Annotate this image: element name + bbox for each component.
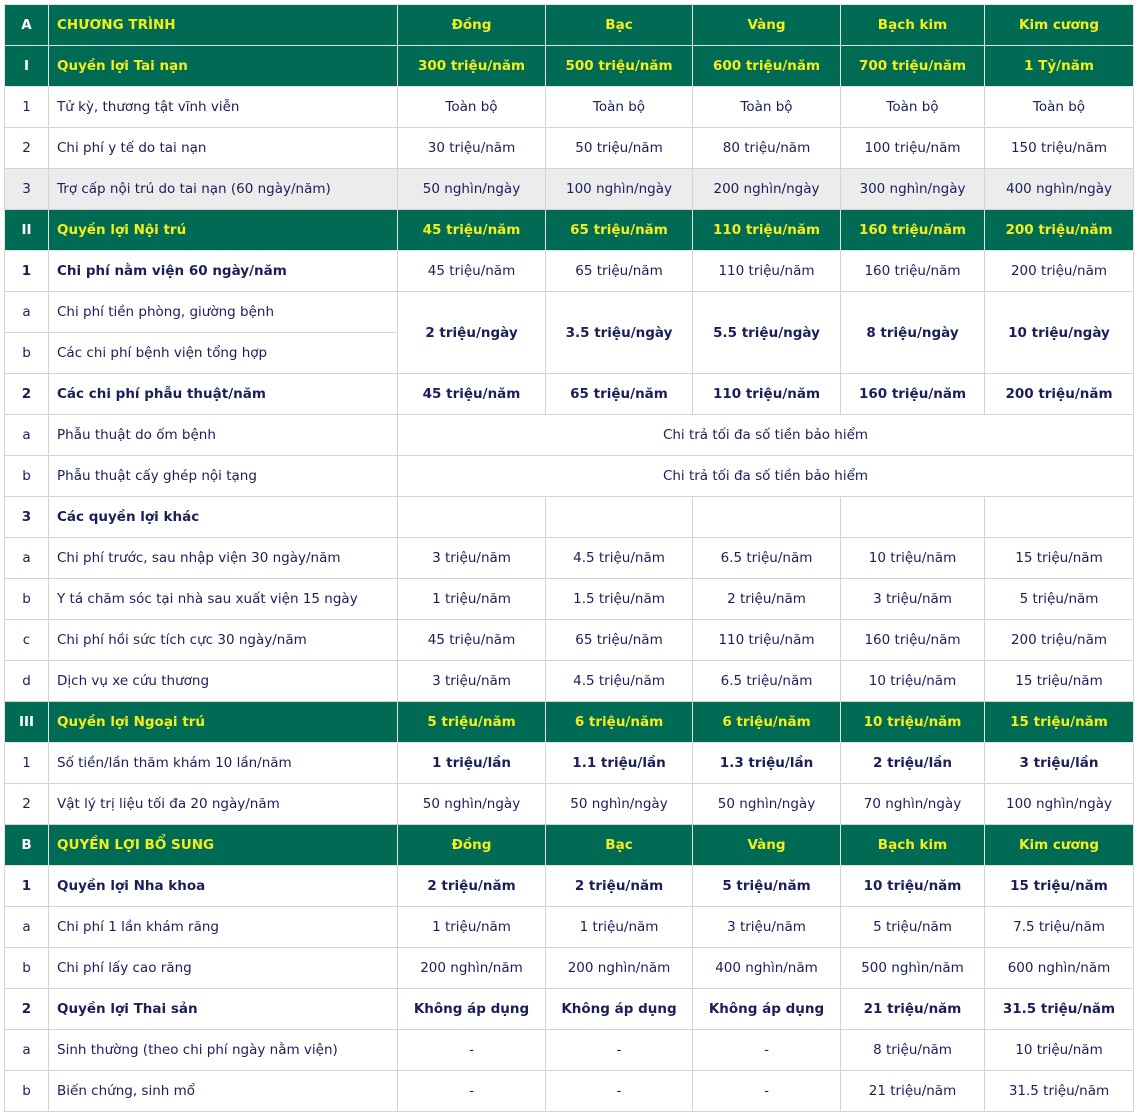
value-cell: 200 nghìn/năm — [398, 948, 546, 989]
row-index: 2 — [5, 989, 49, 1030]
value-cell: 160 triệu/năm — [841, 620, 985, 661]
value-cell: 10 triệu/năm — [841, 866, 985, 907]
value-cell: 400 nghìn/ngày — [985, 169, 1134, 210]
plan-header-dong: Đồng — [398, 5, 546, 46]
row-label: Biến chứng, sinh mổ — [49, 1071, 398, 1112]
value-cell: 15 triệu/năm — [985, 538, 1134, 579]
value-cell: 15 triệu/năm — [985, 661, 1134, 702]
value-cell: 3 triệu/lần — [985, 743, 1134, 784]
value-cell: 160 triệu/năm — [841, 210, 985, 251]
row-index: 1 — [5, 87, 49, 128]
value-cell: 1 triệu/năm — [398, 907, 546, 948]
value-cell: 110 triệu/năm — [693, 251, 841, 292]
value-cell: 400 nghìn/năm — [693, 948, 841, 989]
table-row — [5, 292, 1134, 333]
value-cell: - — [546, 1030, 693, 1071]
benefits-table — [4, 4, 1134, 1112]
value-cell: 80 triệu/năm — [693, 128, 841, 169]
row-label: Các quyền lợi khác — [49, 497, 398, 538]
table-row — [5, 374, 1134, 415]
value-cell: - — [546, 1071, 693, 1112]
row-label: Chi phí tiền phòng, giường bệnh — [49, 292, 398, 333]
section-header-row — [5, 5, 1134, 46]
value-cell: 6.5 triệu/năm — [693, 661, 841, 702]
value-cell: Toàn bộ — [546, 87, 693, 128]
value-cell: 3 triệu/năm — [841, 579, 985, 620]
plan-header-dong: Đồng — [398, 825, 546, 866]
value-cell: 10 triệu/năm — [841, 661, 985, 702]
value-cell: 4.5 triệu/năm — [546, 661, 693, 702]
table-row — [5, 989, 1134, 1030]
value-cell: 45 triệu/năm — [398, 251, 546, 292]
table-row — [5, 497, 1134, 538]
value-cell: 50 nghìn/ngày — [693, 784, 841, 825]
value-cell: 110 triệu/năm — [693, 210, 841, 251]
value-cell: 110 triệu/năm — [693, 620, 841, 661]
row-label: Dịch vụ xe cứu thương — [49, 661, 398, 702]
value-cell: 65 triệu/năm — [546, 210, 693, 251]
value-cell: 50 triệu/năm — [546, 128, 693, 169]
value-cell: 8 triệu/ngày — [841, 292, 985, 374]
value-cell: 8 triệu/năm — [841, 1030, 985, 1071]
value-cell: 2 triệu/năm — [693, 579, 841, 620]
row-index: c — [5, 620, 49, 661]
value-cell: 50 nghìn/ngày — [398, 169, 546, 210]
value-cell: - — [693, 1071, 841, 1112]
value-cell: 70 nghìn/ngày — [841, 784, 985, 825]
row-index: 2 — [5, 784, 49, 825]
value-cell: 2 triệu/năm — [398, 866, 546, 907]
value-cell: 10 triệu/ngày — [985, 292, 1134, 374]
row-label: Chi phí trước, sau nhập viện 30 ngày/năm — [49, 538, 398, 579]
value-cell: 3.5 triệu/ngày — [546, 292, 693, 374]
value-cell — [693, 497, 841, 538]
value-cell: 160 triệu/năm — [841, 251, 985, 292]
value-cell — [546, 497, 693, 538]
value-cell: Chi trả tối đa số tiền bảo hiểm — [398, 456, 1134, 497]
value-cell: 31.5 triệu/năm — [985, 1071, 1134, 1112]
table-row — [5, 538, 1134, 579]
value-cell: 5 triệu/năm — [398, 702, 546, 743]
value-cell: 65 triệu/năm — [546, 251, 693, 292]
table-row — [5, 251, 1134, 292]
value-cell: 6 triệu/năm — [546, 702, 693, 743]
value-cell: Không áp dụng — [693, 989, 841, 1030]
value-cell: 200 nghìn/năm — [546, 948, 693, 989]
row-index: 2 — [5, 374, 49, 415]
value-cell: Toàn bộ — [398, 87, 546, 128]
value-cell: 2 triệu/lần — [841, 743, 985, 784]
plan-header-vang: Vàng — [693, 5, 841, 46]
value-cell: 1.5 triệu/năm — [546, 579, 693, 620]
value-cell: 200 triệu/năm — [985, 620, 1134, 661]
row-label: Chi phí 1 lần khám răng — [49, 907, 398, 948]
row-label: Quyền lợi Thai sản — [49, 989, 398, 1030]
row-index: 3 — [5, 169, 49, 210]
row-label: Quyền lợi Nha khoa — [49, 866, 398, 907]
row-index: II — [5, 210, 49, 251]
section-row-inpatient — [5, 210, 1134, 251]
value-cell — [398, 497, 546, 538]
row-index: b — [5, 456, 49, 497]
value-cell: 1.3 triệu/lần — [693, 743, 841, 784]
row-index: b — [5, 1071, 49, 1112]
row-label: Sinh thường (theo chi phí ngày nằm viện) — [49, 1030, 398, 1071]
table-row — [5, 784, 1134, 825]
value-cell: 5 triệu/năm — [841, 907, 985, 948]
table-row — [5, 620, 1134, 661]
value-cell: - — [398, 1071, 546, 1112]
row-label: Y tá chăm sóc tại nhà sau xuất viện 15 ngày — [49, 579, 398, 620]
value-cell: 7.5 triệu/năm — [985, 907, 1134, 948]
table-row — [5, 87, 1134, 128]
value-cell: 300 nghìn/ngày — [841, 169, 985, 210]
plan-header-vang: Vàng — [693, 825, 841, 866]
row-label: Phẫu thuật do ốm bệnh — [49, 415, 398, 456]
row-index: 1 — [5, 743, 49, 784]
value-cell: 2 triệu/năm — [546, 866, 693, 907]
row-label: Tử kỳ, thương tật vĩnh viễn — [49, 87, 398, 128]
table-row — [5, 1030, 1134, 1071]
value-cell: - — [398, 1030, 546, 1071]
table-row — [5, 948, 1134, 989]
value-cell: 50 nghìn/ngày — [546, 784, 693, 825]
value-cell: 31.5 triệu/năm — [985, 989, 1134, 1030]
value-cell: 1 triệu/lần — [398, 743, 546, 784]
value-cell: 100 triệu/năm — [841, 128, 985, 169]
table-row — [5, 456, 1134, 497]
value-cell: 3 triệu/năm — [398, 661, 546, 702]
value-cell: 3 triệu/năm — [398, 538, 546, 579]
value-cell: 10 triệu/năm — [841, 702, 985, 743]
row-label: Chi phí y tế do tai nạn — [49, 128, 398, 169]
row-index: 3 — [5, 497, 49, 538]
value-cell: - — [693, 1030, 841, 1071]
value-cell: 45 triệu/năm — [398, 210, 546, 251]
row-index: a — [5, 1030, 49, 1071]
value-cell: 1 Tỷ/năm — [985, 46, 1134, 87]
value-cell: 200 triệu/năm — [985, 374, 1134, 415]
row-index: a — [5, 292, 49, 333]
row-label: Vật lý trị liệu tối đa 20 ngày/năm — [49, 784, 398, 825]
value-cell: Chi trả tối đa số tiền bảo hiểm — [398, 415, 1134, 456]
value-cell: 2 triệu/ngày — [398, 292, 546, 374]
value-cell: Toàn bộ — [693, 87, 841, 128]
value-cell: 15 triệu/năm — [985, 702, 1134, 743]
value-cell: 1.1 triệu/lần — [546, 743, 693, 784]
value-cell: 600 nghìn/năm — [985, 948, 1134, 989]
table-row — [5, 415, 1134, 456]
plan-header-bac: Bạc — [546, 5, 693, 46]
table-row — [5, 661, 1134, 702]
header-label: QUYỀN LỢI BỔ SUNG — [49, 825, 398, 866]
value-cell: Không áp dụng — [398, 989, 546, 1030]
value-cell: 200 nghìn/ngày — [693, 169, 841, 210]
table-row — [5, 579, 1134, 620]
table-row — [5, 1071, 1134, 1112]
row-index: I — [5, 46, 49, 87]
row-index: b — [5, 948, 49, 989]
value-cell: 1 triệu/năm — [398, 579, 546, 620]
value-cell: 300 triệu/năm — [398, 46, 546, 87]
value-cell: 5.5 triệu/ngày — [693, 292, 841, 374]
plan-header-bach-kim: Bạch kim — [841, 825, 985, 866]
section-row-outpatient — [5, 702, 1134, 743]
row-index: III — [5, 702, 49, 743]
value-cell: 50 nghìn/ngày — [398, 784, 546, 825]
value-cell: 100 nghìn/ngày — [546, 169, 693, 210]
value-cell: 600 triệu/năm — [693, 46, 841, 87]
row-label: Các chi phí bệnh viện tổng hợp — [49, 333, 398, 374]
value-cell: 5 triệu/năm — [693, 866, 841, 907]
value-cell: 200 triệu/năm — [985, 210, 1134, 251]
row-index: b — [5, 333, 49, 374]
table-row — [5, 128, 1134, 169]
row-index: a — [5, 907, 49, 948]
row-index: d — [5, 661, 49, 702]
row-label: Các chi phí phẫu thuật/năm — [49, 374, 398, 415]
section-label: Quyền lợi Tai nạn — [49, 46, 398, 87]
row-index: b — [5, 579, 49, 620]
value-cell: 65 triệu/năm — [546, 374, 693, 415]
section-row-accident — [5, 46, 1134, 87]
row-index: B — [5, 825, 49, 866]
plan-header-kim-cuong: Kim cương — [985, 5, 1134, 46]
row-index: a — [5, 538, 49, 579]
value-cell: 10 triệu/năm — [985, 1030, 1134, 1071]
row-label: Chi phí nằm viện 60 ngày/năm — [49, 251, 398, 292]
section-header-row — [5, 825, 1134, 866]
value-cell: Toàn bộ — [841, 87, 985, 128]
value-cell: 160 triệu/năm — [841, 374, 985, 415]
table-row — [5, 866, 1134, 907]
value-cell: 6.5 triệu/năm — [693, 538, 841, 579]
value-cell: 45 triệu/năm — [398, 374, 546, 415]
plan-header-bac: Bạc — [546, 825, 693, 866]
section-label: Quyền lợi Nội trú — [49, 210, 398, 251]
value-cell: Không áp dụng — [546, 989, 693, 1030]
value-cell: 500 nghìn/năm — [841, 948, 985, 989]
value-cell — [841, 497, 985, 538]
row-index: 2 — [5, 128, 49, 169]
row-label: Chi phí lấy cao răng — [49, 948, 398, 989]
value-cell: 30 triệu/năm — [398, 128, 546, 169]
value-cell: 3 triệu/năm — [693, 907, 841, 948]
value-cell: 150 triệu/năm — [985, 128, 1134, 169]
value-cell — [985, 497, 1134, 538]
value-cell: 500 triệu/năm — [546, 46, 693, 87]
row-index: 1 — [5, 866, 49, 907]
value-cell: Toàn bộ — [985, 87, 1134, 128]
plan-header-kim-cuong: Kim cương — [985, 825, 1134, 866]
row-label: Phẫu thuật cấy ghép nội tạng — [49, 456, 398, 497]
table-row — [5, 743, 1134, 784]
row-index: a — [5, 415, 49, 456]
value-cell: 21 triệu/năm — [841, 1071, 985, 1112]
plan-header-bach-kim: Bạch kim — [841, 5, 985, 46]
value-cell: 110 triệu/năm — [693, 374, 841, 415]
value-cell: 1 triệu/năm — [546, 907, 693, 948]
row-label: Số tiền/lần thăm khám 10 lần/năm — [49, 743, 398, 784]
row-index: 1 — [5, 251, 49, 292]
value-cell: 45 triệu/năm — [398, 620, 546, 661]
table-row — [5, 907, 1134, 948]
row-label: Trợ cấp nội trú do tai nạn (60 ngày/năm) — [49, 169, 398, 210]
value-cell: 5 triệu/năm — [985, 579, 1134, 620]
section-label: Quyền lợi Ngoại trú — [49, 702, 398, 743]
value-cell: 6 triệu/năm — [693, 702, 841, 743]
value-cell: 200 triệu/năm — [985, 251, 1134, 292]
value-cell: 65 triệu/năm — [546, 620, 693, 661]
value-cell: 100 nghìn/ngày — [985, 784, 1134, 825]
value-cell: 4.5 triệu/năm — [546, 538, 693, 579]
table-row — [5, 169, 1134, 210]
value-cell: 10 triệu/năm — [841, 538, 985, 579]
row-index: A — [5, 5, 49, 46]
value-cell: 15 triệu/năm — [985, 866, 1134, 907]
value-cell: 700 triệu/năm — [841, 46, 985, 87]
value-cell: 21 triệu/năm — [841, 989, 985, 1030]
row-label: Chi phí hồi sức tích cực 30 ngày/năm — [49, 620, 398, 661]
header-label: CHƯƠNG TRÌNH — [49, 5, 398, 46]
